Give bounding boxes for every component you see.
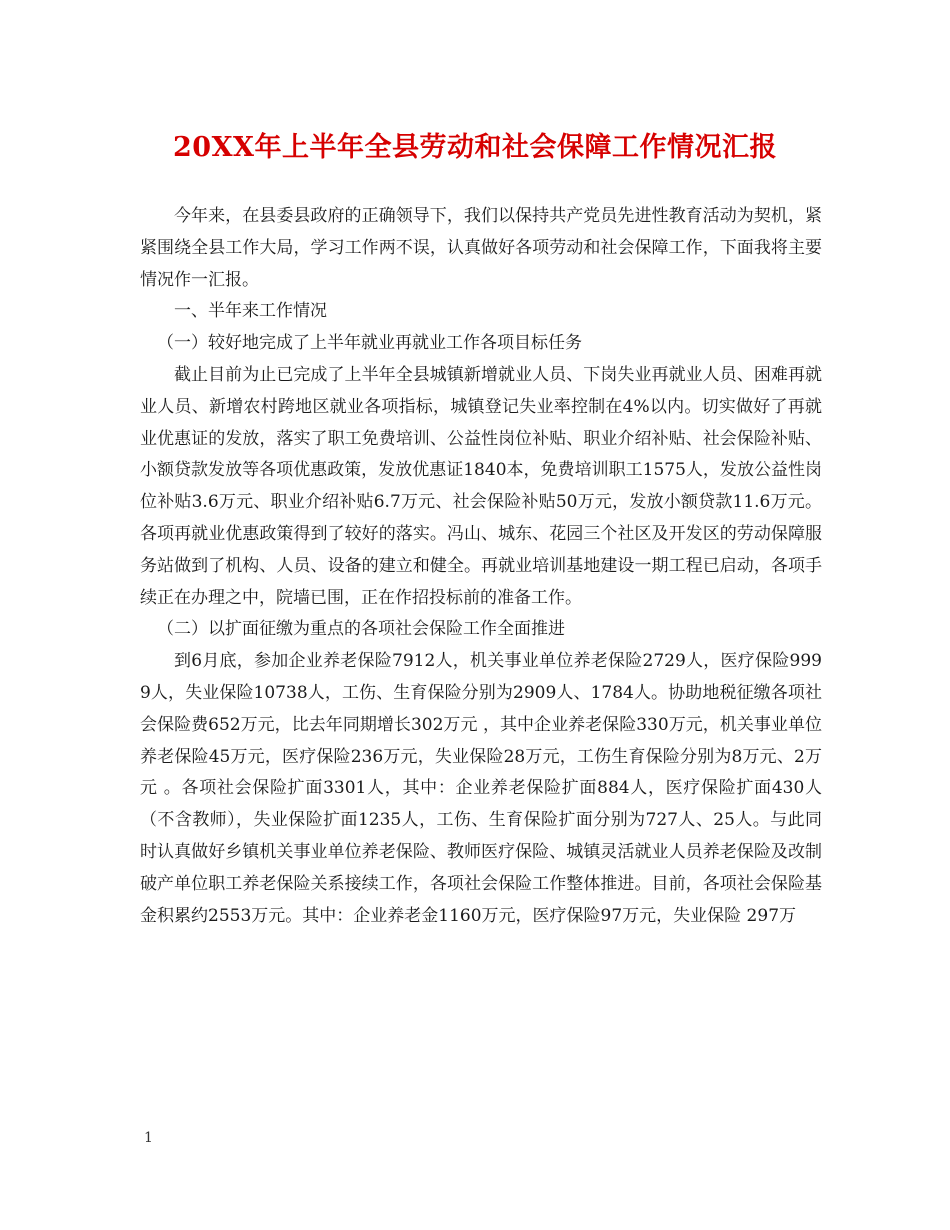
section-heading: 一、半年来工作情况 — [174, 301, 327, 322]
body-paragraph: 截止目前为止已完成了上半年全县城镇新增就业人员、下岗失业再就业人员、困难再就业人员、新增农村跨地区就业各项指标，城镇登记失业率控制在4%以内。切实做好了再就业优惠证的发放，落实了职工免费培训、公益性岗位补贴、职业介绍补贴、社会保险补贴、小额贷款发放等各项优惠政策，发放优惠证1840本，免费培训职工1575人，发放公益性岗位补贴3.6万元、职业介绍补贴6.7万元、社会保险补贴50万元，发放小额贷款11.6万元。各项再就业优惠政策得到了较好的落实。冯山、城东、花园三个社区及开发区的劳动保障服务站做到了机构、人员、设备的建立和健全。再就业培训基地建设一期工程已启动，各项手续正在办理之中，院墙已围，正在作招投标前的准备工作。 — [140, 364, 822, 608]
page-number: 1 — [144, 1130, 153, 1146]
body-paragraph: 到6月底，参加企业养老保险7912人，机关事业单位养老保险2729人，医疗保险9999人，失业保险10738人，工伤、生育保险分别为2909人、1784人。协助地税征缴各项社会保险费652万元，比去年同期增长302万元 ，其中企业养老保险330万元，机关事业单位养老保险45万元，医疗保险236万元，失业保险28万元，工伤生育保险分别为8万元、2万元 。各项社会保险扩面3301人，其中：企业养老保险扩面884人，医疗保险扩面430人（不含教师），失业保险扩面1235人，工伤、生育保险扩面分别为727人、25人。与此同时认真做好乡镇机关事业单位养老保险、教师医疗保险、城镇灵活就业人员养老保险及改制破产单位职工养老保险关系接续工作，各项社会保险工作整体推进。目前，各项社会保险基金积累约2553万元。其中：企业养老金1160万元，医疗保险97万元，失业保险 297万 — [140, 651, 822, 926]
intro-paragraph: 今年来，在县委县政府的正确领导下，我们以保持共产党员先进性教育活动为契机，紧紧围绕全县工作大局，学习工作两不误，认真做好各项劳动和社会保障工作，下面我将主要情况作一汇报。 — [140, 206, 822, 290]
subsection-heading: （二）以扩面征缴为重点的各项社会保险工作全面推进 — [157, 619, 565, 640]
document-body — [140, 201, 822, 932]
document-title: 20XX年上半年全县劳动和社会保障工作情况汇报 — [173, 132, 777, 163]
subsection-heading: （一）较好地完成了上半年就业再就业工作各项目标任务 — [157, 333, 582, 354]
